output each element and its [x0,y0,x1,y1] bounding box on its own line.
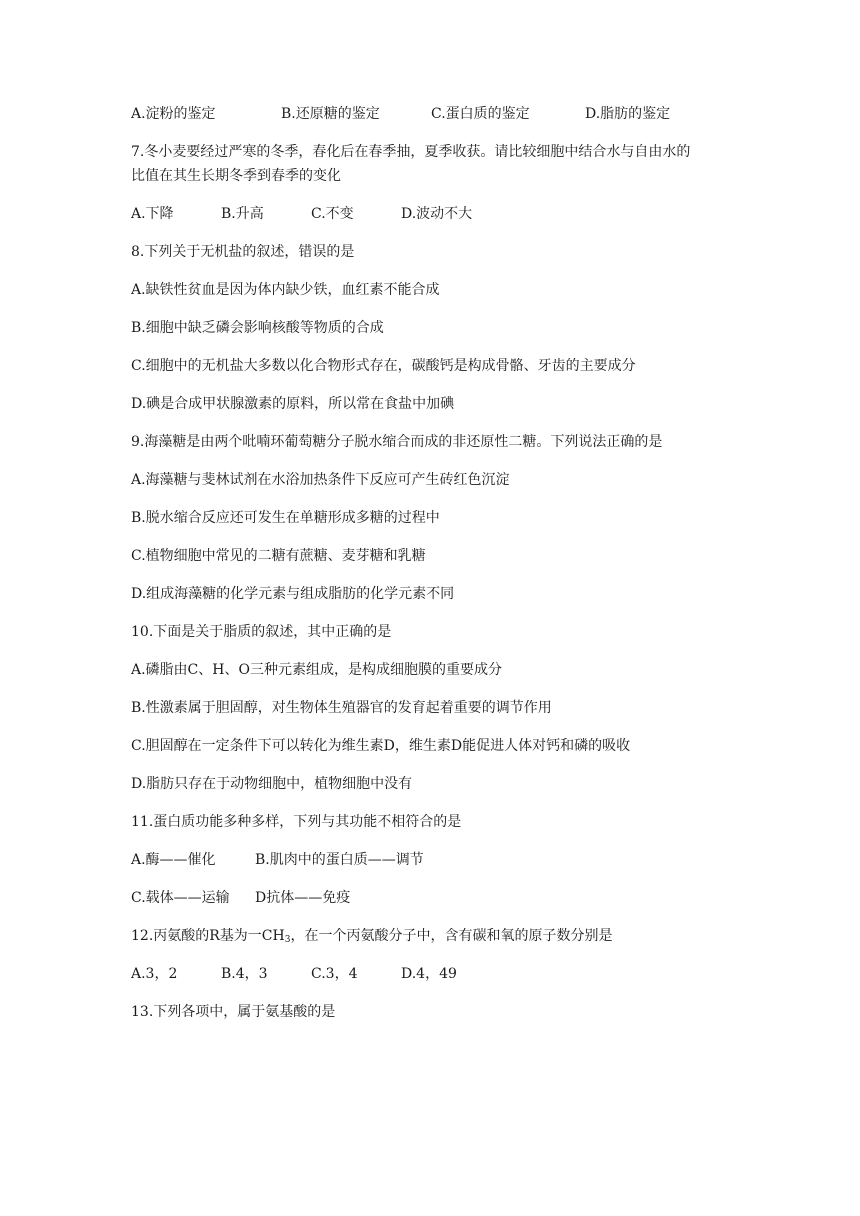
q7-stem-line2: 比值在其生长期冬季到春季的变化 [131,168,341,184]
q12-option-b: B.4，3 [221,966,268,982]
q9-option-d: D.组成海藻糖的化学元素与组成脂肪的化学元素不同 [131,586,455,602]
q8-option-d: D.碘是合成甲状腺激素的原料，所以常在食盐中加碘 [131,396,455,412]
q12-stem-pre: 12.丙氨酸的R基为一CH [131,928,285,944]
q6-option-b: B.还原糖的鉴定 [281,106,380,122]
q7-option-d: D.波动不大 [401,206,473,222]
q7-option-b: B.升高 [221,206,264,222]
q6-option-a: A.淀粉的鉴定 [131,106,216,122]
q7-stem-line1: 7.冬小麦要经过严寒的冬季，春化后在春季抽，夏季收获。请比较细胞中结合水与自由水的 [131,144,691,160]
q11-option-c: C.载体——运输 [131,890,230,906]
q11-option-b: B.肌肉中的蛋白质——调节 [255,852,424,868]
q6-option-d: D.脂肪的鉴定 [585,106,671,122]
q8-option-b: B.细胞中缺乏磷会影响核酸等物质的合成 [131,320,384,336]
q6-option-c: C.蛋白质的鉴定 [431,106,530,122]
q10-option-b: B.性激素属于胆固醇，对生物体生殖器官的发育起着重要的调节作用 [131,700,552,716]
q8-option-c: C.细胞中的无机盐大多数以化合物形式存在，碳酸钙是构成骨骼、牙齿的主要成分 [131,358,636,374]
q7-option-a: A.下降 [131,206,174,222]
q12-stem-subscript: 3 [284,935,291,945]
q11-stem: 11.蛋白质功能多种多样，下列与其功能不相符合的是 [131,814,462,830]
q10-option-a: A.磷脂由C、H、O三种元素组成，是构成细胞膜的重要成分 [131,662,502,678]
q9-option-c: C.植物细胞中常见的二糖有蔗糖、麦芽糖和乳糖 [131,548,426,564]
q11-option-d: D抗体——免疫 [255,890,351,906]
q12-option-d: D.4，49 [401,966,457,982]
q12-stem-post: ，在一个丙氨酸分子中，含有碳和氧的原子数分别是 [290,928,613,944]
q12-option-a: A.3，2 [131,966,178,982]
q9-option-b: B.脱水缩合反应还可发生在单糖形成多糖的过程中 [131,510,440,526]
q11-option-a: A.酶——催化 [131,852,216,868]
q8-stem: 8.下列关于无机盐的叙述，错误的是 [131,244,355,260]
q7-option-c: C.不变 [311,206,354,222]
q8-option-a: A.缺铁性贫血是因为体内缺少铁，血红素不能合成 [131,282,440,298]
q9-option-a: A.海藻糖与斐林试剂在水浴加热条件下反应可产生砖红色沉淀 [131,472,510,488]
q10-option-d: D.脂肪只存在于动物细胞中，植物细胞中没有 [131,776,413,792]
q9-stem: 9.海藻糖是由两个吡喃环葡萄糖分子脱水缩合而成的非还原性二糖。下列说法正确的是 [131,434,663,450]
q13-stem: 13.下列各项中，属于氨基酸的是 [131,1004,336,1020]
q10-stem: 10.下面是关于脂质的叙述，其中正确的是 [131,624,392,640]
q12-stem [131,926,612,946]
q10-option-c: C.胆固醇在一定条件下可以转化为维生素D，维生素D能促进人体对钙和磷的吸收 [131,738,631,754]
q12-option-c: C.3，4 [311,966,358,982]
